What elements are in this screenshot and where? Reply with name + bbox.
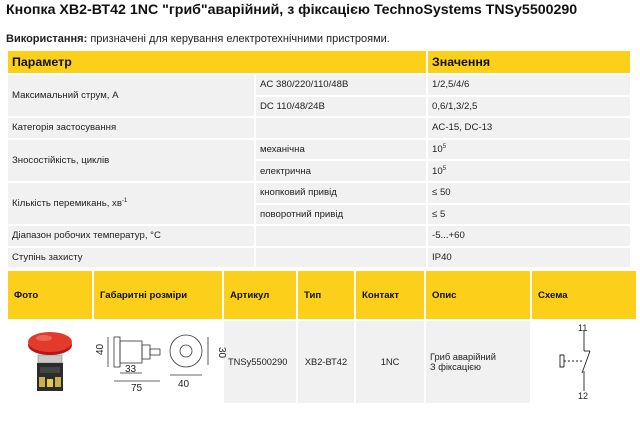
param-label: Ступінь захисту (8, 248, 254, 268)
param-sub-label (256, 226, 426, 246)
param-label: Категорія застосування (8, 118, 254, 138)
header-photo: Фото (8, 271, 92, 319)
dim-height-2: 30 (216, 347, 227, 359)
value-header: Значення (428, 51, 630, 73)
param-value: $10^5$ (428, 140, 630, 160)
product-scheme (532, 321, 636, 403)
param-value: 1/2,5/4/6 (428, 75, 630, 95)
page-title: Кнопка ХВ2-ВТ42 1NC "гриб"аварійний, з фіксацією TechnoSystems TNSy5500290 (6, 2, 578, 18)
param-sub-label: механічна (256, 140, 426, 160)
scheme-top-label: 11 (578, 323, 588, 333)
param-value: -5...+60 (428, 226, 630, 246)
product-desc (426, 321, 530, 403)
desc-line-1: Гриб аварійний (430, 352, 496, 362)
param-value: $10^5$ (428, 161, 630, 181)
header-desc: Опис (426, 271, 530, 319)
dimension-svg (94, 321, 227, 401)
product-contact: 1NC (356, 321, 424, 403)
param-sub-label (256, 118, 426, 138)
header-article: Артикул (224, 271, 296, 319)
param-sub-label: AC 380/220/110/48В (256, 75, 426, 95)
param-sub-label: поворотний привід (256, 205, 426, 225)
param-sub-label: електрична (256, 161, 426, 181)
param-value: ≤ 5 (428, 205, 630, 225)
header-type: Тип (298, 271, 354, 319)
header-scheme: Схема (532, 271, 636, 319)
table-row (8, 226, 630, 246)
dim-width: 40 (178, 379, 190, 390)
product-header-row (8, 271, 636, 319)
scheme-bottom-label: 12 (578, 391, 589, 401)
param-label: Діапазон робочих температур, °С (8, 226, 254, 246)
table-row (8, 75, 630, 95)
table-row (8, 183, 630, 203)
product-photo (8, 321, 92, 403)
usage-line (6, 33, 390, 45)
mushroom-button-image (8, 321, 92, 401)
table-row (8, 248, 630, 268)
usage-label: Використання: (6, 33, 88, 45)
product-table (6, 269, 638, 405)
param-value: IP40 (428, 248, 630, 268)
product-article: TNSy5500290 (224, 321, 296, 403)
params-table (6, 49, 632, 269)
param-label: Максимальний струм, А (8, 75, 254, 116)
dim-height: 40 (95, 343, 106, 355)
dim-depth-1: 33 (125, 364, 137, 375)
header-dims: Габаритні розміри (94, 271, 222, 319)
param-sub-label (256, 248, 426, 268)
param-header: Параметр (8, 51, 426, 73)
dim-depth-2: 75 (131, 383, 143, 394)
param-label: Кількість перемикань, $хв^{-1}$ (8, 183, 254, 224)
desc-line-2: З фіксацією (430, 362, 482, 372)
table-row (8, 118, 630, 138)
usage-text: призначені для керування електротехнічними пристроями. (87, 33, 390, 45)
product-type: ХВ2-ВТ42 (298, 321, 354, 403)
param-sub-label: DC 110/48/24В (256, 97, 426, 117)
param-sub-label: кнопковий привід (256, 183, 426, 203)
header-contact: Контакт (356, 271, 424, 319)
param-value: ≤ 50 (428, 183, 630, 203)
params-header-row (8, 51, 630, 73)
param-value: 0,6/1,3/2,5 (428, 97, 630, 117)
dimension-drawing (94, 321, 227, 403)
nc-contact-scheme-icon (532, 321, 636, 401)
product-row (8, 321, 636, 403)
param-label: Зносостійкість, циклів (8, 140, 254, 181)
table-row (8, 140, 630, 160)
param-value: AC-15, DC-13 (428, 118, 630, 138)
